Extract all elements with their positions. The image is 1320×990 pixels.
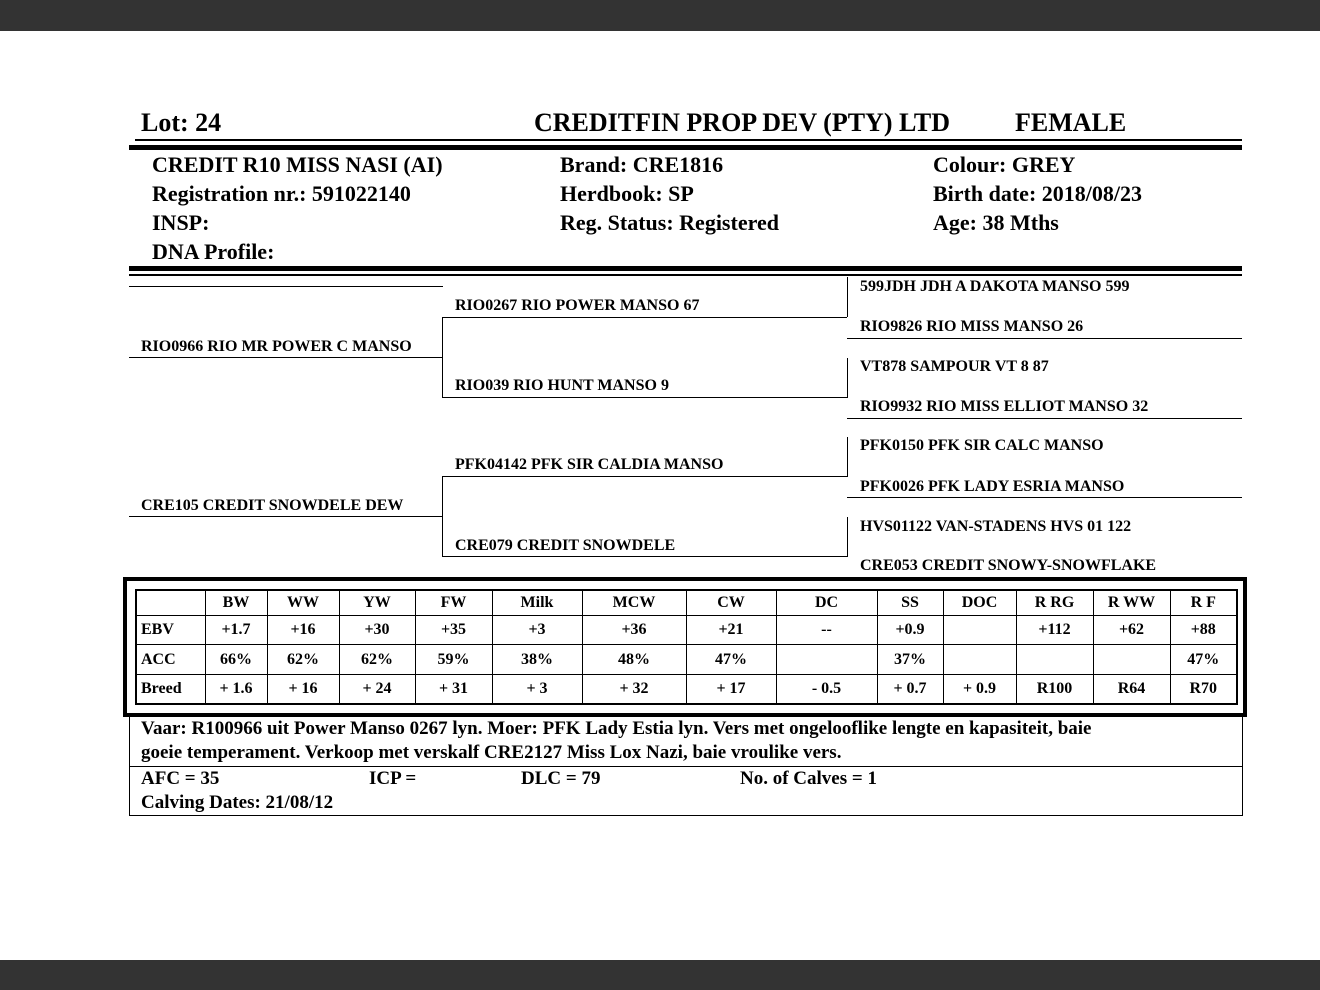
ebv-cell: +21 (686, 616, 776, 645)
ebv-cell: + 16 (267, 674, 339, 704)
dam-dam-line (442, 556, 847, 557)
pedigree-dam-sire: PFK04142 PFK SIR CALDIA MANSO (455, 456, 724, 473)
ebv-row (136, 616, 1237, 645)
info-rule (129, 274, 1242, 276)
comments-line-2: goeie temperament. Verkoop met verskalf CRE2127 Miss Lox Nazi, baie vroulike vers. (141, 742, 842, 763)
ebv-row-label: Breed (136, 674, 205, 704)
ebv-header-cell: MCW (582, 590, 686, 616)
insp-label: INSP: (152, 210, 210, 235)
ebv-cell: 38% (492, 645, 582, 674)
ebv-cell: 66% (205, 645, 267, 674)
gen3-line-2 (847, 338, 1242, 339)
ebv-cell: +112 (1016, 616, 1093, 645)
pedigree-sire: RIO0966 RIO MR POWER C MANSO (141, 338, 412, 355)
sire-sire-line (442, 317, 847, 318)
pedigree-gen3-8: CRE053 CREDIT SNOWY-SNOWFLAKE (860, 557, 1157, 574)
ebv-cell: + 1.6 (205, 674, 267, 704)
gen3-line-6 (847, 497, 1242, 498)
ebv-cell: 59% (415, 645, 492, 674)
pedigree-gen3-6: PFK0026 PFK LADY ESRIA MANSO (860, 478, 1125, 495)
owner-title: CREDITFIN PROP DEV (PTY) LTD (534, 108, 951, 137)
ebv-table (135, 589, 1238, 705)
ebv-cell (1093, 645, 1170, 674)
ebv-cell: +62 (1093, 616, 1170, 645)
ebv-row-label: ACC (136, 645, 205, 674)
bottom-bar (0, 960, 1320, 990)
ebv-cell (1016, 645, 1093, 674)
ebv-cell: +3 (492, 616, 582, 645)
registration-number: Registration nr.: 591022140 (152, 181, 411, 206)
ebv-cell: - 0.5 (776, 674, 877, 704)
sire-dam-line (442, 397, 847, 398)
ebv-row (136, 645, 1237, 674)
ebv-cell: +1.7 (205, 616, 267, 645)
ebv-cell: + 0.7 (877, 674, 943, 704)
ebv-cell: 47% (686, 645, 776, 674)
pedigree-gen3-7: HVS01122 VAN-STADENS HVS 01 122 (860, 518, 1132, 535)
ebv-cell: +36 (582, 616, 686, 645)
ebv-cell (776, 645, 877, 674)
ebv-header-cell: Milk (492, 590, 582, 616)
lot-label: Lot: 24 (141, 108, 222, 137)
afc: AFC = 35 (141, 768, 220, 789)
top-bar (0, 0, 1320, 31)
ebv-row-label: EBV (136, 616, 205, 645)
sire-bracket (442, 318, 443, 398)
pedigree-gen3-2: RIO9826 RIO MISS MANSO 26 (860, 318, 1084, 335)
ebv-cell: + 31 (415, 674, 492, 704)
pedigree-gen3-3: VT878 SAMPOUR VT 8 87 (860, 358, 1049, 375)
ebv-header-cell: WW (267, 590, 339, 616)
pedigree-dam-dam: CRE079 CREDIT SNOWDELE (455, 537, 676, 554)
ebv-header-cell: FW (415, 590, 492, 616)
icp: ICP = (369, 768, 417, 789)
ebv-cell: 47% (1170, 645, 1237, 674)
pedigree-sire-dam: RIO039 RIO HUNT MANSO 9 (455, 377, 669, 394)
dam-sire-line (442, 476, 847, 477)
ebv-cell (943, 616, 1016, 645)
age: Age: 38 Mths (933, 210, 1059, 235)
ebv-header-cell: BW (205, 590, 267, 616)
number-of-calves: No. of Calves = 1 (740, 768, 877, 789)
pedigree-gen3-1: 599JDH JDH A DAKOTA MANSO 599 (860, 278, 1130, 295)
ebv-cell (943, 645, 1016, 674)
dam-line (129, 516, 443, 517)
animal-name: CREDIT R10 MISS NASI (AI) (152, 152, 443, 177)
info-rule-thick (129, 266, 1242, 271)
ebv-header-cell: DOC (943, 590, 1016, 616)
ebv-header-cell: R WW (1093, 590, 1170, 616)
ebv-cell: 62% (267, 645, 339, 674)
ebv-row (136, 674, 1237, 704)
ebv-cell: + 17 (686, 674, 776, 704)
ebv-cell: 48% (582, 645, 686, 674)
sire-line (129, 357, 443, 358)
sex-label: FEMALE (1015, 108, 1127, 137)
ebv-header-cell: R RG (1016, 590, 1093, 616)
gen3-bracket-3 (847, 437, 848, 477)
herdbook: Herdbook: SP (560, 181, 694, 206)
ebv-header-cell: R F (1170, 590, 1237, 616)
ebv-cell: +0.9 (877, 616, 943, 645)
ebv-cell: +88 (1170, 616, 1237, 645)
dam-bracket (442, 477, 443, 557)
ebv-cell: + 0.9 (943, 674, 1016, 704)
ebv-cell: + 3 (492, 674, 582, 704)
ebv-header-row (136, 590, 1237, 616)
ebv-cell: 37% (877, 645, 943, 674)
dlc: DLC = 79 (521, 768, 601, 789)
ebv-cell: R70 (1170, 674, 1237, 704)
gen3-bracket-2 (847, 358, 848, 398)
ebv-header-cell: YW (339, 590, 415, 616)
ebv-cell: +16 (267, 616, 339, 645)
header-rule-thick (129, 145, 1242, 150)
ebv-cell: R100 (1016, 674, 1093, 704)
ebv-cell: 62% (339, 645, 415, 674)
ebv-cell: -- (776, 616, 877, 645)
pedigree-dam: CRE105 CREDIT SNOWDELE DEW (141, 497, 404, 514)
ebv-cell: +30 (339, 616, 415, 645)
ebv-header-cell: SS (877, 590, 943, 616)
ebv-cell: + 32 (582, 674, 686, 704)
pedigree-gen3-4: RIO9932 RIO MISS ELLIOT MANSO 32 (860, 398, 1149, 415)
gen3-bracket-4 (847, 517, 848, 557)
brand: Brand: CRE1816 (560, 152, 724, 177)
ebv-header-cell: CW (686, 590, 776, 616)
comments-divider (129, 766, 1243, 767)
ebv-cell: R64 (1093, 674, 1170, 704)
pedigree-sire-sire: RIO0267 RIO POWER MANSO 67 (455, 297, 700, 314)
birth-date: Birth date: 2018/08/23 (933, 181, 1142, 206)
gen3-bracket-1 (847, 277, 848, 317)
ebv-header-cell (136, 590, 205, 616)
pedigree-gen3-5: PFK0150 PFK SIR CALC MANSO (860, 437, 1104, 454)
calving-dates: Calving Dates: 21/08/12 (141, 792, 334, 813)
colour: Colour: GREY (933, 152, 1076, 177)
comments-line-1: Vaar: R100966 uit Power Manso 0267 lyn. Moer: PFK Lady Estia lyn. Vers met ongelooflike lengte en kapasiteit, baie (141, 718, 1092, 739)
pedigree-top-line (129, 286, 443, 287)
ebv-header-cell: DC (776, 590, 877, 616)
dna-profile-label: DNA Profile: (152, 239, 275, 264)
reg-status: Reg. Status: Registered (560, 210, 779, 235)
ebv-cell: + 24 (339, 674, 415, 704)
gen3-line-4 (847, 418, 1242, 419)
header-rule (135, 139, 1242, 141)
ebv-cell: +35 (415, 616, 492, 645)
